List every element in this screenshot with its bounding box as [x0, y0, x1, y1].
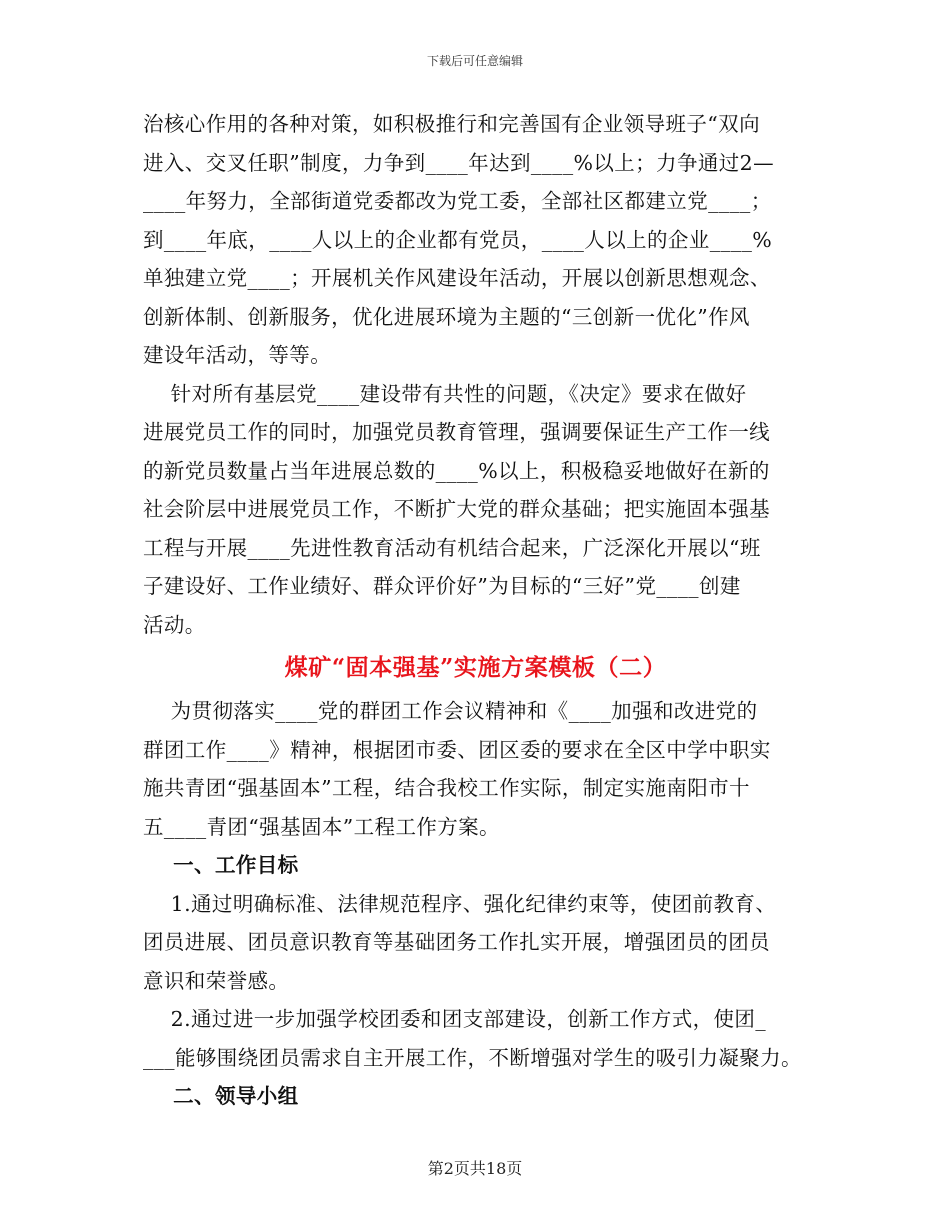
paragraph-line: 活动。: [143, 612, 206, 637]
paragraph-line: 团员进展、团员意识教育等基础团务工作扎实开展，增强团员的团员: [143, 930, 770, 954]
paragraph-line: 的新党员数量占当年进展总数的____%以上，积极稳妥地做好在新的: [143, 458, 770, 483]
document-body: [143, 105, 808, 1116]
subheading-work-goals: 一、工作目标: [143, 853, 299, 877]
paragraph-line: 针对所有基层党____建设带有共性的问题，《决定》要求在做好: [143, 381, 747, 406]
page-header-note: 下载后可任意编辑: [426, 54, 523, 68]
paragraph-line: ___能够围绕团员需求自主开展工作，不断增强对学生的吸引力凝聚力。: [143, 1045, 802, 1070]
paragraph-line: 子建设好、工作业绩好、群众评价好”为目标的“三好”党____创建: [143, 574, 741, 598]
paragraph-line: 单独建立党____；开展机关作风建设年活动，开展以创新思想观念、: [143, 266, 771, 290]
paragraph-line: 到____年底，____人以上的企业都有党员，____人以上的企业____%: [143, 227, 773, 252]
paragraph-line: 群团工作____》精神，根据团市委、团区委的要求在全区中学中职实: [143, 737, 771, 762]
page-number-footer: 第2页共18页: [427, 1159, 523, 1178]
paragraph-line: 意识和荣誉感。: [143, 968, 290, 993]
paragraph-line: 进展党员工作的同时，加强党员教育管理，强调要保证生产工作一线: [143, 420, 770, 444]
paragraph-line: 治核心作用的各种对策，如积极推行和完善国有企业领导班子“双向: [143, 112, 760, 136]
paragraph-line: ____年努力，全部街道党委都改为党工委，全部社区都建立党____；: [143, 189, 772, 213]
paragraph-line: 2.通过进一步加强学校团委和团支部建设，创新工作方式，使团_: [143, 1007, 766, 1031]
section-title: 煤矿“固本强基”实施方案模板（二）: [284, 654, 667, 681]
paragraph-line: 为贯彻落实____党的群团工作会议精神和《____加强和改进党的: [143, 699, 758, 723]
paragraph-line: 1.通过明确标准、法律规范程序、强化纪律约束等，使团前教育、: [143, 891, 777, 916]
paragraph-line: 进入、交叉任职”制度，力争到____年达到____%以上；力争通过2—: [143, 150, 775, 175]
paragraph-line: 建设年活动，等等。: [143, 343, 332, 367]
paragraph-line: 五____青团“强基固本”工程工作方案。: [143, 814, 500, 839]
paragraph-line: 创新体制、创新服务，优化进展环境为主题的“三创新一优化”作风: [143, 304, 750, 329]
paragraph-line: 工程与开展____先进性教育活动有机结合起来，广泛深化开展以“班: [143, 535, 761, 560]
paragraph-line: 施共青团“强基固本”工程，结合我校工作实际，制定实施南阳市十: [143, 776, 750, 800]
subheading-leadership-group: 二、领导小组: [143, 1084, 299, 1108]
paragraph-line: 社会阶层中进展党员工作，不断扩大党的群众基础；把实施固本强基: [143, 497, 770, 521]
